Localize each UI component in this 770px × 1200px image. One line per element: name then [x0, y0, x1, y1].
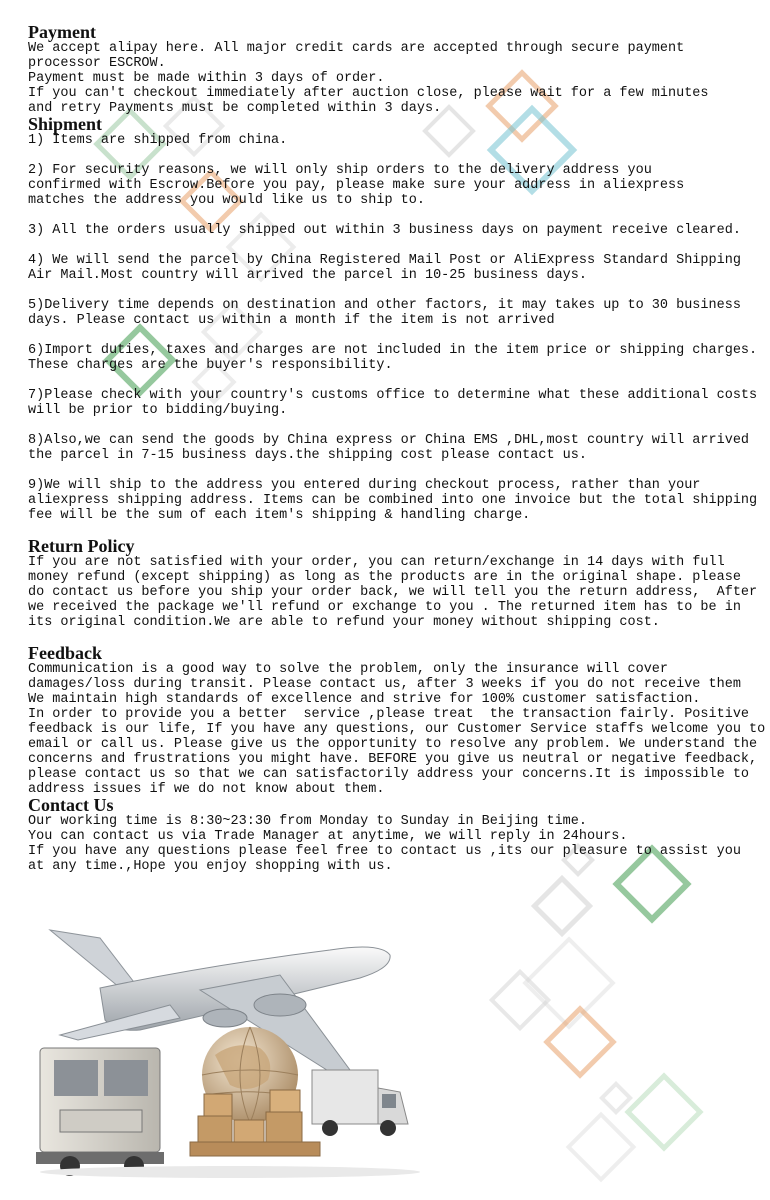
- payment-text: [28, 41, 763, 116]
- payment-line: processor ESCROW.: [28, 56, 166, 71]
- return-line: money refund (except shipping) as long as the products are in the original shape. please: [28, 570, 741, 585]
- shipment-line: 3) All the orders usually shipped out within 3 business days on payment receive cleared.: [28, 223, 741, 238]
- payment-heading: Payment: [28, 22, 96, 42]
- contact-line: at any time.,Hope you enjoy shopping with us.: [28, 859, 393, 874]
- shipment-line: 9)We will ship to the address you entered during checkout process, rather than your: [28, 478, 701, 493]
- return-policy-text: [28, 555, 763, 630]
- payment-line: We accept alipay here. All major credit cards are accepted through secure payment: [28, 41, 685, 56]
- payment-line: Payment must be made within 3 days of order.: [28, 71, 385, 86]
- shipment-item-4: [28, 253, 763, 283]
- decorative-square: [566, 1112, 637, 1183]
- policy-document: [28, 22, 766, 874]
- return-line: its original condition.We are able to refund your money without shipping cost.: [28, 615, 660, 630]
- payment-line: If you can't checkout immediately after auction close, please wait for a few minutes: [28, 86, 709, 101]
- feedback-line: In order to provide you a better service ,please treat the transaction fairly. Positive: [28, 707, 750, 722]
- feedback-line: damages/loss during transit. Please contact us, after 3 weeks if you do not receive them: [28, 677, 741, 692]
- shipment-line: 4) We will send the parcel by China Registered Mail Post or AliExpress Standard Shipping: [28, 253, 741, 268]
- return-line: we received the package we'll refund or exchange to you . The returned item has to be in: [28, 600, 741, 615]
- shipment-line: matches the address you would like us to ship to.: [28, 193, 425, 208]
- delivery-truck: [36, 1048, 164, 1176]
- contact-text: [28, 814, 763, 874]
- feedback-line: concerns and frustrations you might have. BEFORE you give us neutral or negative feedback,: [28, 752, 758, 767]
- shipment-item-8: [28, 433, 763, 463]
- shipment-line: 7)Please check with your country's customs office to determine what these additional costs: [28, 388, 758, 403]
- shipment-item-3: [28, 223, 763, 238]
- shipment-item-5: [28, 298, 763, 328]
- shipment-line: 8)Also,we can send the goods by China express or China EMS ,DHL,most country will arrived: [28, 433, 750, 448]
- shipment-list: [28, 133, 763, 523]
- shipment-item-7: [28, 388, 763, 418]
- shipment-line: These charges are the buyer's responsibility.: [28, 358, 393, 373]
- feedback-text: [28, 662, 766, 797]
- contact-line: You can contact us via Trade Manager at anytime, we will reply in 24hours.: [28, 829, 628, 844]
- shipment-line: 2) For security reasons, we will only ship orders to the delivery address you: [28, 163, 652, 178]
- feedback-line: feedback is our life, If you have any questions, our Customer Service staffs welcome you to: [28, 722, 766, 737]
- contact-heading: Contact Us: [28, 795, 114, 815]
- shipment-line: 6)Import duties, taxes and charges are not included in the item price or shipping charges.: [28, 343, 758, 358]
- return-line: If you are not satisfied with your order, you can return/exchange in 14 days with full: [28, 555, 725, 570]
- feedback-line: We maintain high standards of excellence and strive for 100% customer satisfaction.: [28, 692, 701, 707]
- contact-line: Our working time is 8:30~23:30 from Monday to Sunday in Beijing time.: [28, 814, 587, 829]
- shipment-line: 5)Delivery time depends on destination and other factors, it may takes up to 30 business: [28, 298, 741, 313]
- shipment-item-2: [28, 163, 763, 208]
- shipment-item-6: [28, 343, 763, 373]
- shipment-line: will be prior to bidding/buying.: [28, 403, 288, 418]
- contact-line: If you have any questions please feel free to contact us ,its our pleasure to assist you: [28, 844, 741, 859]
- decorative-square: [543, 1005, 617, 1079]
- feedback-line: email or call us. Please give us the opportunity to resolve any problem. We understand the: [28, 737, 758, 752]
- shipment-line: days. Please contact us within a month if the item is not arrived: [28, 313, 555, 328]
- decorative-square: [624, 1072, 703, 1151]
- shipment-line: fee will be the sum of each item's shipping & handling charge.: [28, 508, 531, 523]
- shipment-line: Air Mail.Most country will arrived the parcel in 10-25 business days.: [28, 268, 587, 283]
- feedback-heading: Feedback: [28, 643, 102, 663]
- feedback-line: Communication is a good way to solve the problem, only the insurance will cover: [28, 662, 669, 677]
- shipment-item-9: [28, 478, 763, 523]
- shipment-heading: Shipment: [28, 114, 103, 134]
- shipping-illustration: [30, 920, 430, 1180]
- payment-line: and retry Payments must be completed within 3 days.: [28, 101, 442, 116]
- feedback-line: please contact us so that we can satisfactorily address your concerns.It is impossible to: [28, 767, 750, 782]
- shipment-line: aliexpress shipping address. Items can be combined into one invoice but the total shipping: [28, 493, 758, 508]
- feedback-line: address issues if we do not know about them.: [28, 782, 385, 797]
- decorative-square: [531, 875, 593, 937]
- shipment-line: the parcel in 7-15 business days.the shipping cost please contact us.: [28, 448, 587, 463]
- shipment-item-1: [28, 133, 763, 148]
- return-line: do contact us before you ship your order back, we will tell you the return address, After: [28, 585, 758, 600]
- shipment-line: 1) Items are shipped from china.: [28, 133, 288, 148]
- shipment-line: confirmed with Escrow.Before you pay, please make sure your address in aliexpress: [28, 178, 685, 193]
- small-van: [312, 1070, 408, 1136]
- return-policy-heading: Return Policy: [28, 536, 135, 556]
